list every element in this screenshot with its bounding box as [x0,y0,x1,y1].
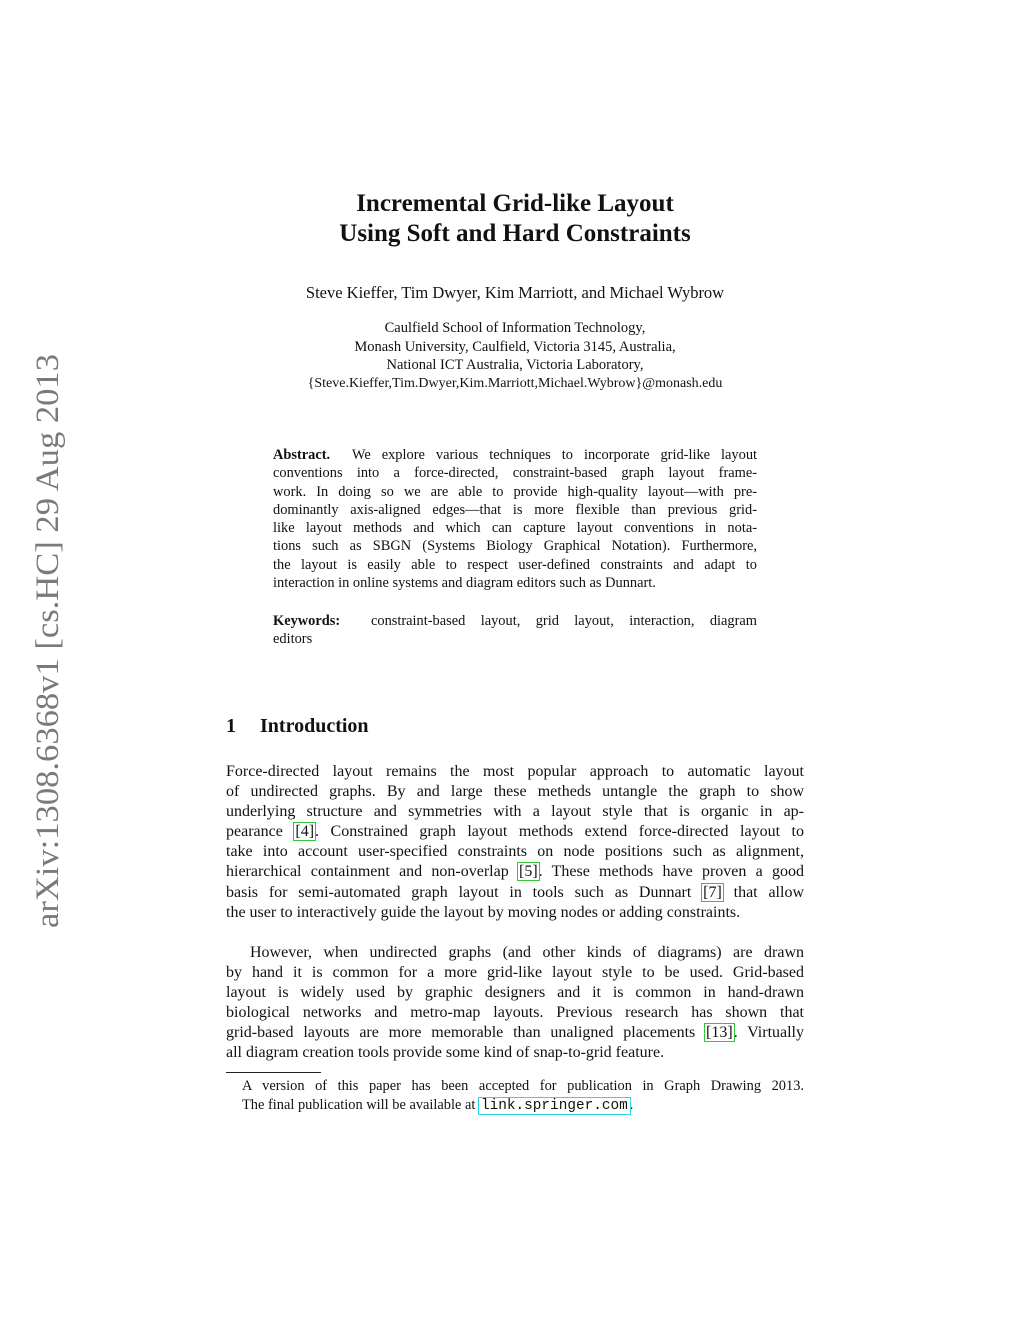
abstract-label: Abstract. [273,447,331,463]
text-line: . Virtually [733,1024,805,1042]
affiliation-line: National ICT Australia, Victoria Laboratory, [386,357,644,373]
citation-link[interactable]: [7] [703,883,722,901]
citation-link[interactable]: [4] [295,823,315,841]
section-title: Introduction [260,715,369,737]
footnote-period: . [629,1096,634,1113]
keywords-text: constraint-based layout, grid layout, interaction, diagram [371,613,757,629]
text-line: biological networks and metro-map layouts. Previous research has shown that [226,1004,804,1022]
abstract-line: work. In doing so we are able to provide high-quality layout—with pre- [273,483,757,500]
arxiv-id: arXiv:1308.6368v1 [cs.HC] 29 Aug 2013 [30,379,66,928]
author-emails[interactable]: {Steve.Kieffer,Tim.Dwyer,Kim.Marriott,Michael.Wybrow}@monash.edu [307,376,723,391]
arxiv-stamp [22,352,70,928]
body-paragraph [226,943,804,1064]
abstract-line: tions such as SBGN (Systems Biology Graphical Notation). Furthermore, [273,538,757,555]
abstract-line: like layout methods and which can capture layout conventions in nota- [273,520,757,537]
text-line: basis for semi-automated graph layout in tools such as Dunnart [226,883,703,901]
text-line: take into account user-specified constraints on node positions such as alignment, [226,843,804,861]
abstract [273,446,757,592]
text-line: of undirected graphs. By and large these metheds untangle the graph to show [226,783,804,801]
text-line: hierarchical containment and non-overlap [226,863,518,881]
footnote-rule [226,1072,321,1073]
footnote [226,1077,804,1115]
abstract-line: the layout is easily able to respect user-defined constraints and adapt to [273,556,757,573]
section-heading [226,715,369,738]
text-line: all diagram creation tools provide some kind of snap-to-grid feature. [226,1044,665,1062]
text-line: . These methods have proven a good [538,863,804,881]
affiliation-line: Caulfield School of Information Technology, [384,320,646,336]
section-number: 1 [226,715,236,737]
keywords-text: editors [273,631,313,648]
abstract-line: dominantly axis-aligned edges—that is more flexible than previous grid- [273,501,757,518]
footnote-line: The final publication will be available at [242,1096,479,1113]
paper-title-line1: Incremental Grid-like Layout [356,190,674,217]
text-line: pearance [226,823,295,841]
body-paragraph [226,762,804,923]
text-line: grid-based layouts are more memorable than unaligned placements [226,1024,706,1042]
paper-title-line2: Using Soft and Hard Constraints [339,220,691,247]
citation-link[interactable]: [5] [518,863,538,881]
abstract-line: We explore various techniques to incorporate grid-like layout [351,447,758,463]
text-line: Force-directed layout remains the most popular approach to automatic layout [226,763,804,780]
keywords [273,612,757,649]
text-line: However, when undirected graphs (and other kinds of diagrams) are drawn [250,944,804,961]
affiliation-line: Monash University, Caulfield, Victoria 3145, Australia, [354,339,676,355]
text-line: underlying structure and symmetries with a layout style that is organic in ap- [226,803,804,821]
text-line: the user to interactively guide the layout by moving nodes or adding constraints. [226,903,741,921]
keywords-label: Keywords: [273,613,341,629]
text-line: that allow [722,883,804,901]
text-line: . Constrained graph layout methods extend force-directed layout to [315,823,804,841]
author-list: Steve Kieffer, Tim Dwyer, Kim Marriott, and Michael Wybrow [305,283,725,302]
text-line: by hand it is common for a more grid-like layout style to be used. Grid-based [226,964,804,982]
springer-link[interactable]: link.springer.com [480,1097,628,1114]
text-line: layout is widely used by graphic designers and it is common in hand-drawn [226,984,804,1002]
abstract-line: conventions into a force-directed, constraint-based graph layout frame- [273,465,757,482]
abstract-line: interaction in online systems and diagram editors such as Dunnart. [273,575,656,592]
footnote-line: A version of this paper has been accepted for publication in Graph Drawing 2013. [242,1078,804,1094]
citation-link[interactable]: [13] [706,1024,733,1042]
